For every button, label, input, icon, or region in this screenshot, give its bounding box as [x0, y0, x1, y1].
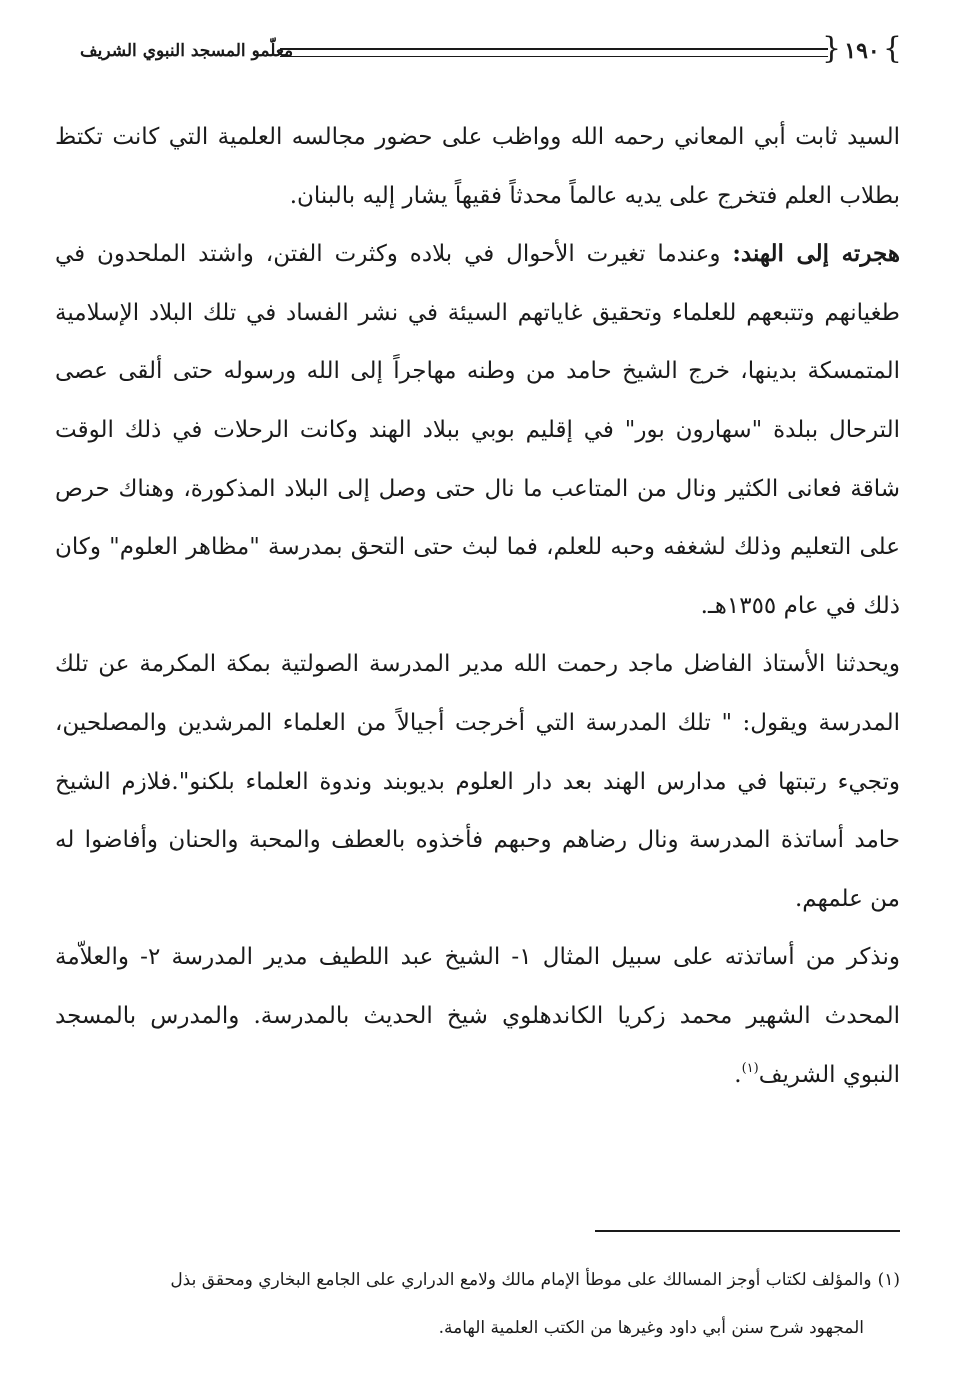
- paragraph-3: ويحدثنا الأستاذ الفاضل ماجد رحمت الله مدير المدرسة الصولتية بمكة المكرمة عن تلك المدرسة ويقول: " تلك المدرسة التي أخرجت أجيالاً من العلماء المرشدين والمصلحين، وتجيء رتبتها في مدارس الهند بعد دار العلوم بديوبند وندوة العلماء بلكنو".فلازم الشيخ حامد أساتذة المدرسة ونال رضاهم وحبهم فأخذوه بالعطف والمحبة والحنان وأفاضوا له من علمهم.: [55, 651, 900, 912]
- footnote-separator: [595, 1230, 900, 1232]
- running-header: [80, 28, 898, 76]
- running-title: معلّمو المسجد النبوي الشريف: [80, 41, 294, 61]
- paragraph-4: [55, 928, 900, 1104]
- body-text: [55, 108, 900, 1104]
- footnote-reference[interactable]: (١): [741, 1060, 759, 1076]
- paragraph-2: [55, 225, 900, 635]
- header-rule: [280, 48, 828, 57]
- paragraph-4-text: ونذكر من أساتذته على سبيل المثال ١- الشيخ عبد اللطيف مدير المدرسة ٢- والعلاّمة المحدث الشهير محمد زكريا الكاندهلوي شيخ الحديث بالمدرسة. والمدرس بالمسجد النبوي الشريف: [55, 944, 900, 1088]
- footnote-1-line-1: [55, 1256, 900, 1304]
- footnote-marker: (١): [877, 1270, 900, 1290]
- footnotes: [55, 1256, 900, 1352]
- footnote-1-text: والمؤلف لكتاب أوجز المسالك على موطأ الإمام مالك ولامع الدراري على الجامع البخاري ومحقق بذل: [170, 1270, 872, 1290]
- section-heading-hijra: هجرته إلى الهند:: [732, 240, 900, 268]
- page-number: } ١٩٠ {: [826, 34, 898, 68]
- paragraph-2-text: وعندما تغيرت الأحوال في بلاده وكثرت الفتن، واشتد الملحدون في طغيانهم وتتبعهم للعلماء وتحقيق غاياتهم السيئة في نشر الفساد في تلك البلاد الإسلامية المتمسكة بدينها، خرج الشيخ حامد من وطنه مهاجراً إلى الله ورسوله حتى ألقى عصى الترحال ببلدة "سهارون بور" في إقليم بوبي ببلاد الهند وكانت الرحلات في ذلك الوقت شاقة فعانى الكثير ونال من المتاعب ما نال حتى وصل إلى البلاد المذكورة، وهناك حرص على التعليم وذلك لشغفه وحبه للعلم، فما لبث حتى التحق بمدرسة "مظاهر العلوم" وكان ذلك في عام ١٣٥٥هـ.: [55, 241, 900, 619]
- paragraph-4-end: .: [734, 1061, 742, 1088]
- paragraph-1: السيد ثابت أبي المعاني رحمه الله وواظب على حضور مجالسه العلمية التي كانت تكتظ بطلاب العلم فتخرج على يديه عالماً محدثاً فقيهاً يشار إليه بالبنان.: [55, 124, 900, 209]
- footnote-1-line-2: المجهود شرح سنن أبي داود وغيرها من الكتب العلمية الهامة.: [438, 1318, 864, 1338]
